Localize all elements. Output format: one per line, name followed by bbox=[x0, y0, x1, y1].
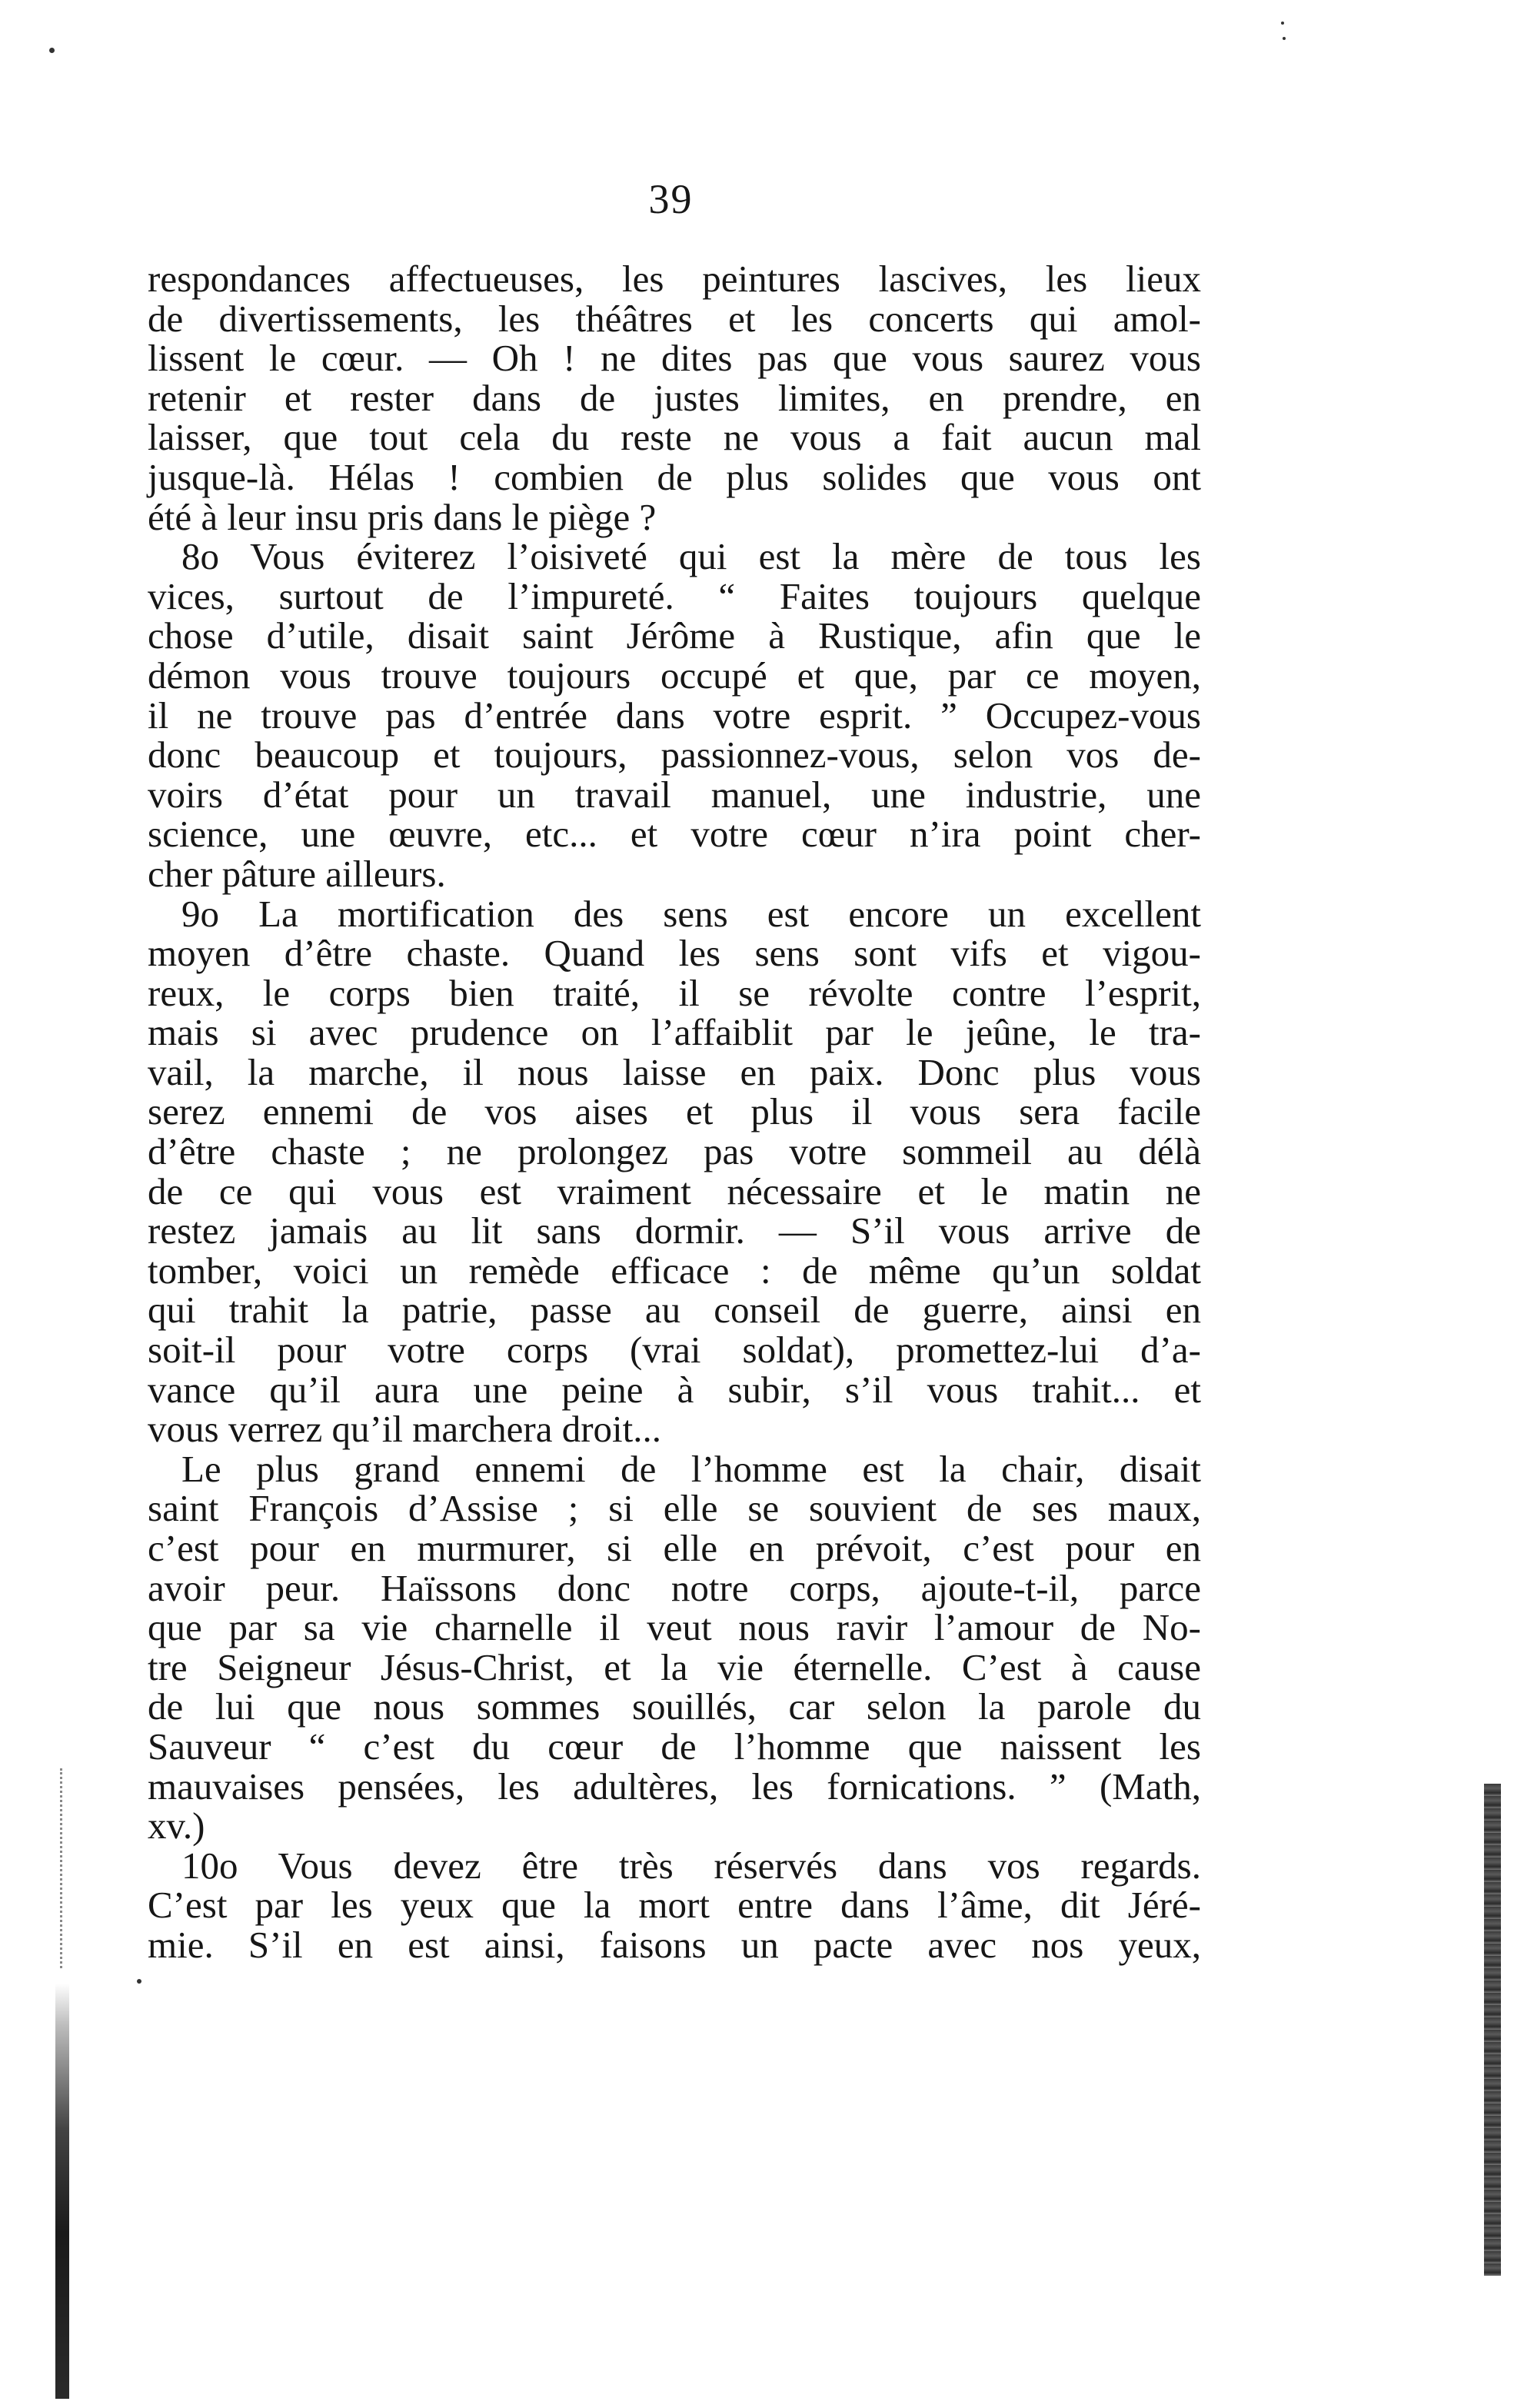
text-line: retenir et rester dans de justes limites, en prendre, en bbox=[148, 376, 1201, 419]
scan-artifact-left-dots bbox=[60, 1768, 65, 1968]
text-line: vance qu’il aura une peine à subir, s’il vous trahit... et bbox=[148, 1368, 1201, 1411]
text-line: C’est par les yeux que la mort entre dans l’âme, dit Jéré- bbox=[148, 1884, 1201, 1927]
text-line: il ne trouve pas d’entrée dans votre esprit. ” Occupez-vous bbox=[148, 693, 1201, 737]
text-line: 9o La mortification des sens est encore un excellent bbox=[181, 892, 1201, 935]
scan-speck bbox=[1283, 37, 1286, 40]
text-line: d’être chaste ; ne prolongez pas votre sommeil au délà bbox=[148, 1130, 1201, 1173]
text-line: serez ennemi de vos aises et plus il vous sera facile bbox=[148, 1090, 1201, 1133]
text-line: jusque-là. Hélas ! combien de plus solides que vous ont bbox=[148, 455, 1201, 498]
scan-artifact-right-edge bbox=[1484, 1784, 1501, 2276]
text-line: science, une œuvre, etc... et votre cœur n’ira point cher- bbox=[148, 813, 1201, 856]
text-line: vail, la marche, il nous laisse en paix. Donc plus vous bbox=[148, 1050, 1201, 1093]
scan-speck bbox=[49, 48, 55, 53]
page-number: 39 bbox=[648, 176, 694, 222]
text-line: reux, le corps bien traité, il se révolte contre l’esprit, bbox=[148, 971, 1201, 1014]
scan-artifact-left-edge bbox=[55, 1984, 69, 2399]
text-line: Le plus grand ennemi de l’homme est la chair, disait bbox=[181, 1447, 1201, 1490]
text-line: chose d’utile, disait saint Jérôme à Rustique, afin que le bbox=[148, 614, 1201, 657]
text-line: cher pâture ailleurs. bbox=[148, 852, 446, 895]
scan-speck bbox=[1281, 22, 1284, 25]
text-line: c’est pour en murmurer, si elle en prévoit, c’est pour en bbox=[148, 1527, 1201, 1569]
text-line: restez jamais au lit sans dormir. — S’il vous arrive de bbox=[148, 1209, 1201, 1252]
text-line: de divertissements, les théâtres et les concerts qui amol- bbox=[148, 297, 1201, 340]
text-line: xv.) bbox=[148, 1804, 205, 1848]
text-line: avoir peur. Haïssons donc notre corps, ajoute-t-il, parce bbox=[148, 1566, 1201, 1609]
text-line: 8o Vous éviterez l’oisiveté qui est la mère de tous les bbox=[181, 535, 1201, 578]
text-line: laisser, que tout cela du reste ne vous a fait aucun mal bbox=[148, 416, 1201, 459]
text-line: que par sa vie charnelle il veut nous ravir l’amour de No- bbox=[148, 1606, 1201, 1649]
text-line: Sauveur “ c’est du cœur de l’homme que naissent les bbox=[148, 1725, 1201, 1768]
text-line: de ce qui vous est vraiment nécessaire et le matin ne bbox=[148, 1169, 1201, 1212]
text-line: mie. S’il en est ainsi, faisons un pacte avec nos yeux, bbox=[148, 1923, 1201, 1966]
text-line: voirs d’état pour un travail manuel, une industrie, une bbox=[148, 773, 1201, 816]
text-line: été à leur insu pris dans le piège ? bbox=[148, 495, 657, 538]
body-text bbox=[148, 259, 1201, 1965]
text-line: donc beaucoup et toujours, passionnez-vous, selon vos de- bbox=[148, 733, 1201, 777]
text-line: saint François d’Assise ; si elle se souvient de ses maux, bbox=[148, 1487, 1201, 1530]
text-line: tomber, voici un remède efficace : de même qu’un soldat bbox=[148, 1249, 1201, 1292]
text-line: de lui que nous sommes souillés, car selon la parole du bbox=[148, 1685, 1201, 1728]
text-line: soit-il pour votre corps (vrai soldat), promettez-lui d’a- bbox=[148, 1329, 1201, 1372]
text-line: vices, surtout de l’impureté. “ Faites toujours quelque bbox=[148, 574, 1201, 617]
text-line: vous verrez qu’il marchera droit... bbox=[148, 1408, 662, 1451]
text-line: qui trahit la patrie, passe au conseil de guerre, ainsi en bbox=[148, 1289, 1201, 1332]
text-line: moyen d’être chaste. Quand les sens sont vifs et vigou- bbox=[148, 932, 1201, 975]
text-line: mauvaises pensées, les adultères, les fornications. ” (Math, bbox=[148, 1764, 1201, 1808]
text-line: 10o Vous devez être très réservés dans vos regards. bbox=[181, 1844, 1201, 1887]
text-line: lissent le cœur. — Oh ! ne dites pas que vous saurez vous bbox=[148, 337, 1201, 380]
text-line: respondances affectueuses, les peintures lascives, les lieux bbox=[148, 258, 1201, 300]
text-line: démon vous trouve toujours occupé et que, par ce moyen, bbox=[148, 654, 1201, 697]
scan-speck bbox=[137, 1979, 141, 1984]
text-line: tre Seigneur Jésus-Christ, et la vie éternelle. C’est à cause bbox=[148, 1645, 1201, 1688]
text-line: mais si avec prudence on l’affaiblit par le jeûne, le tra- bbox=[148, 1011, 1201, 1054]
